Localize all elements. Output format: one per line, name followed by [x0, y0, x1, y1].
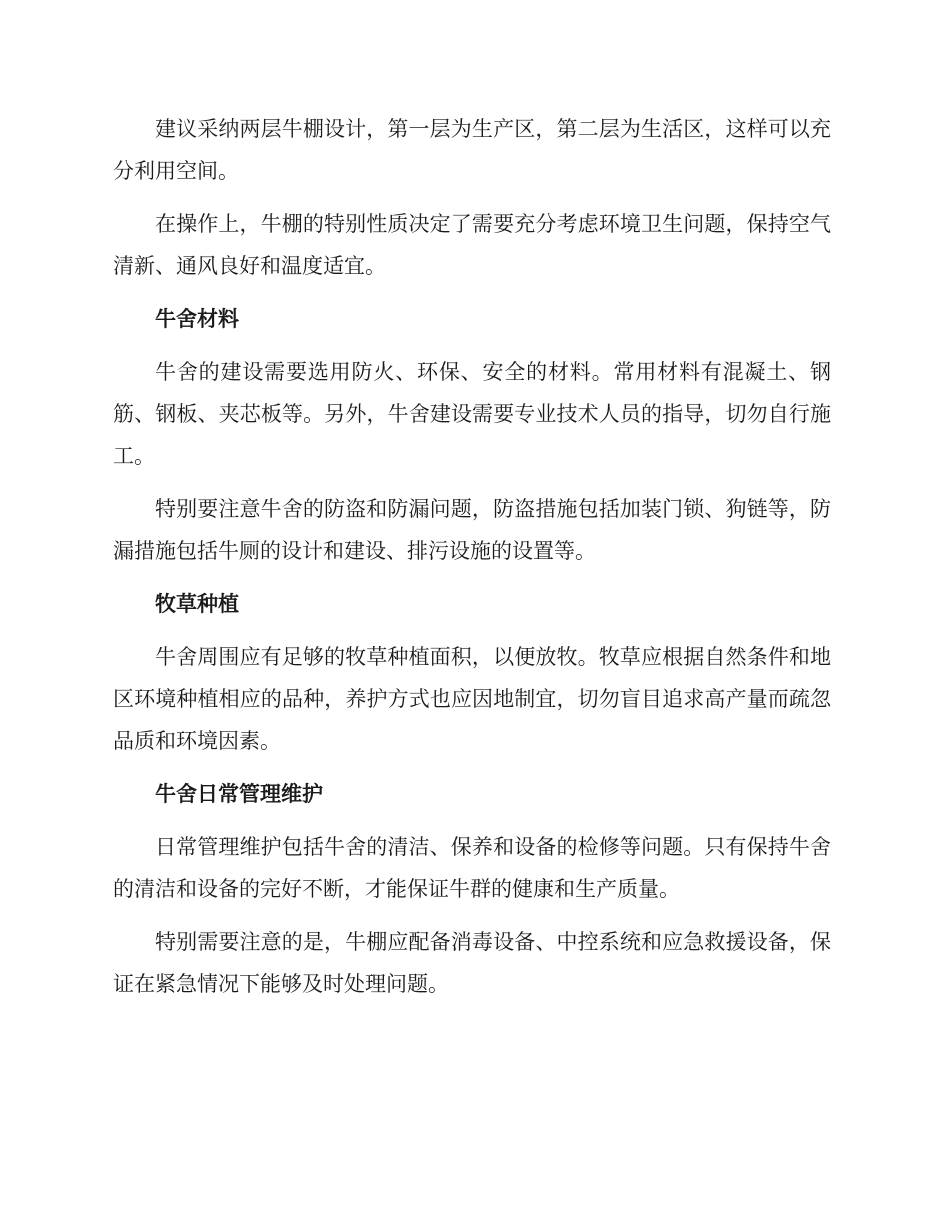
section-heading-forage-planting: 牧草种植 [155, 592, 239, 616]
section-heading-daily-maintenance: 牛舍日常管理维护 [155, 782, 323, 806]
paragraph-emergency-equipment: 特别需要注意的是，牛棚应配备消毒设备、中控系统和应急救援设备，保证在紧急情况下能够及时处理问题。 [113, 930, 831, 996]
paragraph-forage-planting: 牛舍周围应有足够的牧草种植面积，以便放牧。牧草应根据自然条件和地区环境种植相应的品种，养护方式也应因地制宜，切勿盲目追求高产量而疏忽品质和环境因素。 [113, 645, 831, 753]
paragraph-daily-maintenance: 日常管理维护包括牛舍的清洁、保养和设备的检修等问题。只有保持牛舍的清洁和设备的完好不断，才能保证牛群的健康和生产质量。 [113, 835, 831, 901]
paragraph-materials: 牛舍的建设需要选用防火、环保、安全的材料。常用材料有混凝土、钢筋、钢板、夹芯板等。另外，牛舍建设需要专业技术人员的指导，切勿自行施工。 [113, 360, 831, 468]
section-heading-shed-materials: 牛舍材料 [155, 307, 239, 331]
paragraph-cattle-shed-design: 建议采纳两层牛棚设计，第一层为生产区，第二层为生活区，这样可以充分利用空间。 [113, 117, 831, 183]
document-body [113, 108, 831, 1016]
paragraph-operation-hygiene: 在操作上，牛棚的特别性质决定了需要充分考虑环境卫生问题，保持空气清新、通风良好和温度适宜。 [113, 212, 831, 278]
paragraph-theft-leak-prevention: 特别要注意牛舍的防盗和防漏问题，防盗措施包括加装门锁、狗链等，防漏措施包括牛厕的设计和建设、排污设施的设置等。 [113, 497, 831, 563]
